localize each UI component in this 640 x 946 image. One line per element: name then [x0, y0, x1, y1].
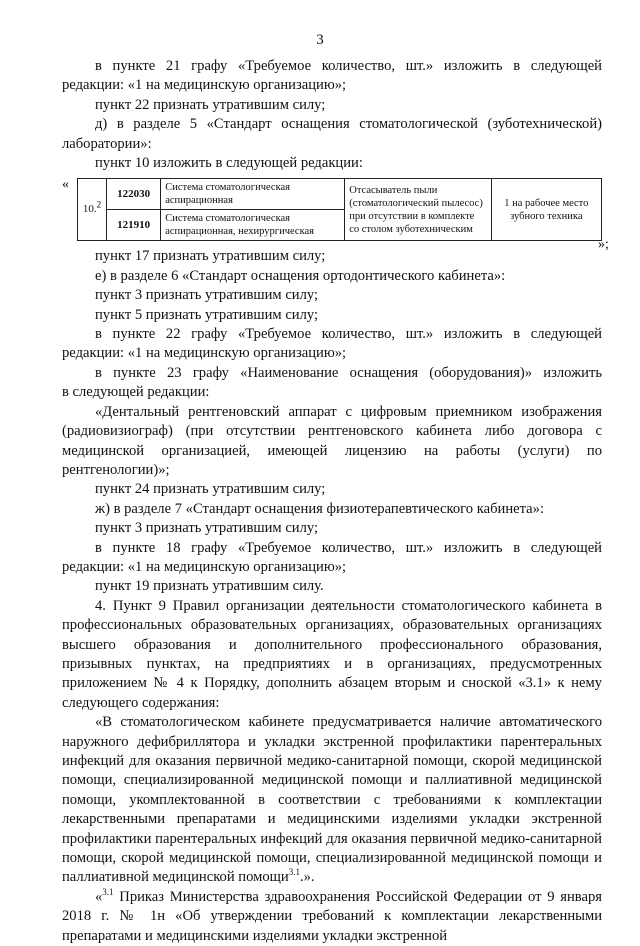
row-number: 10.	[82, 203, 97, 216]
paragraph: редакции: «1 на медицинскую организацию»;	[62, 558, 347, 575]
equipment-table-block	[62, 175, 609, 253]
code-cell: 121910	[106, 210, 160, 241]
table-row	[78, 179, 602, 210]
document-body	[62, 57, 609, 946]
paragraph: редакции: «1 на медицинскую организацию»;	[62, 345, 347, 362]
paragraph: в пункте 18 графу «Требуемое количество, шт.» изложить в следующей	[95, 539, 602, 556]
paragraph: пункт 3 признать утратившим силу;	[95, 520, 319, 537]
name-cell: Система стоматологическая аспирационная	[161, 179, 345, 210]
table-open-quote: «	[62, 177, 69, 193]
equipment-table	[77, 178, 602, 241]
paragraph: пункт 10 изложить в следующей редакции:	[95, 155, 363, 172]
page-number: 3	[316, 32, 324, 48]
footnote-paragraph	[62, 888, 602, 946]
row-number-cell	[78, 179, 107, 241]
paragraph: пункт 19 признать утратившим силу.	[95, 578, 324, 595]
paragraph: в следующей редакции:	[62, 384, 210, 401]
paragraph: пункт 22 признать утратившим силу;	[95, 96, 326, 113]
paragraph-end: .».	[299, 869, 315, 886]
paragraph: «Дентальный рентгеновский аппарат с цифровым приемником изображения (радиовизиограф) (при отсутствии рентгеновского кабинета либо договора с медицинской организацией, имеющей лицензию на работы (услуги) по рентгенологии)»;	[62, 403, 602, 478]
name-cell: Система стоматологическая аспирационная, нехирургическая	[161, 210, 345, 241]
paragraph: пункт 17 признать утратившим силу;	[95, 248, 326, 265]
code-cell: 122030	[106, 179, 160, 210]
row-number-sup: 2	[96, 199, 102, 210]
paragraph: пункт 24 признать утратившим силу;	[95, 481, 326, 498]
quantity-cell: 1 на рабочее место зубного техника	[491, 179, 601, 241]
footnote-open-quote: «	[95, 888, 103, 905]
paragraph: е) в разделе 6 «Стандарт оснащения ортодонтического кабинета»:	[95, 267, 506, 284]
footnote-ref: 3.1	[288, 867, 300, 878]
paragraph	[62, 713, 602, 888]
paragraph: в пункте 23 графу «Наименование оснащения (оборудования)» изложить	[95, 364, 602, 381]
footnote-mark: 3.1	[102, 886, 114, 897]
table-close-quote: »;	[598, 237, 609, 253]
paragraph: ж) в разделе 7 «Стандарт оснащения физиотерапевтического кабинета»:	[95, 500, 545, 517]
paragraph: в пункте 22 графу «Требуемое количество, шт.» изложить в следующей	[95, 326, 602, 343]
paragraph: д) в разделе 5 «Стандарт оснащения стоматологической (зуботехнической)	[95, 116, 602, 133]
paragraph: пункт 5 признать утратившим силу;	[95, 306, 319, 323]
paragraph-text: «В стоматологическом кабинете предусматривается наличие автоматического наружного дефибриллятора и укладки экстренной профилактики парентеральных инфекций для оказания первичной медико-санитарной помощи, скорой медицинской помощи, специализированной медицинской помощи и паллиативной медицинской помощи, укомплектованной в соответствии с требованиями к комплектации лекарственными препаратами и медицинскими изделиями укладки экстренной профилактики парентеральных инфекций для оказания первичной медико-санитарной помощи, скорой медицинской помощи, специализированной медицинской помощи и паллиативной медицинской помощи	[62, 714, 602, 886]
description-cell: Отсасыватель пыли (стоматологический пылесос) при отсутствии в комплекте со столом зуботехническим	[345, 179, 491, 241]
paragraph: 4. Пункт 9 Правил организации деятельности стоматологического кабинета в профессиональных образовательных организациях, образовательных организациях высшего образования и дополнительного профессионального образования, призывных пунктах, на предприятиях и в организациях, предусмотренных приложением № 4 к Порядку, дополнить абзацем вторым и сноской «3.1» к нему следующего содержания:	[62, 597, 602, 711]
paragraph: в пункте 21 графу «Требуемое количество, шт.» изложить в следующей	[95, 58, 602, 74]
paragraph: пункт 3 признать утратившим силу;	[95, 287, 319, 304]
footnote-text: Приказ Министерства здравоохранения Российской Федерации от 9 января 2018 г. № 1н «Об утверждении требований к комплектации лекарственными препаратами и медицинскими изделиями укладки экстренной	[62, 888, 602, 944]
paragraph: лаборатории»:	[62, 135, 152, 152]
paragraph: редакции: «1 на медицинскую организацию»;	[62, 77, 347, 94]
